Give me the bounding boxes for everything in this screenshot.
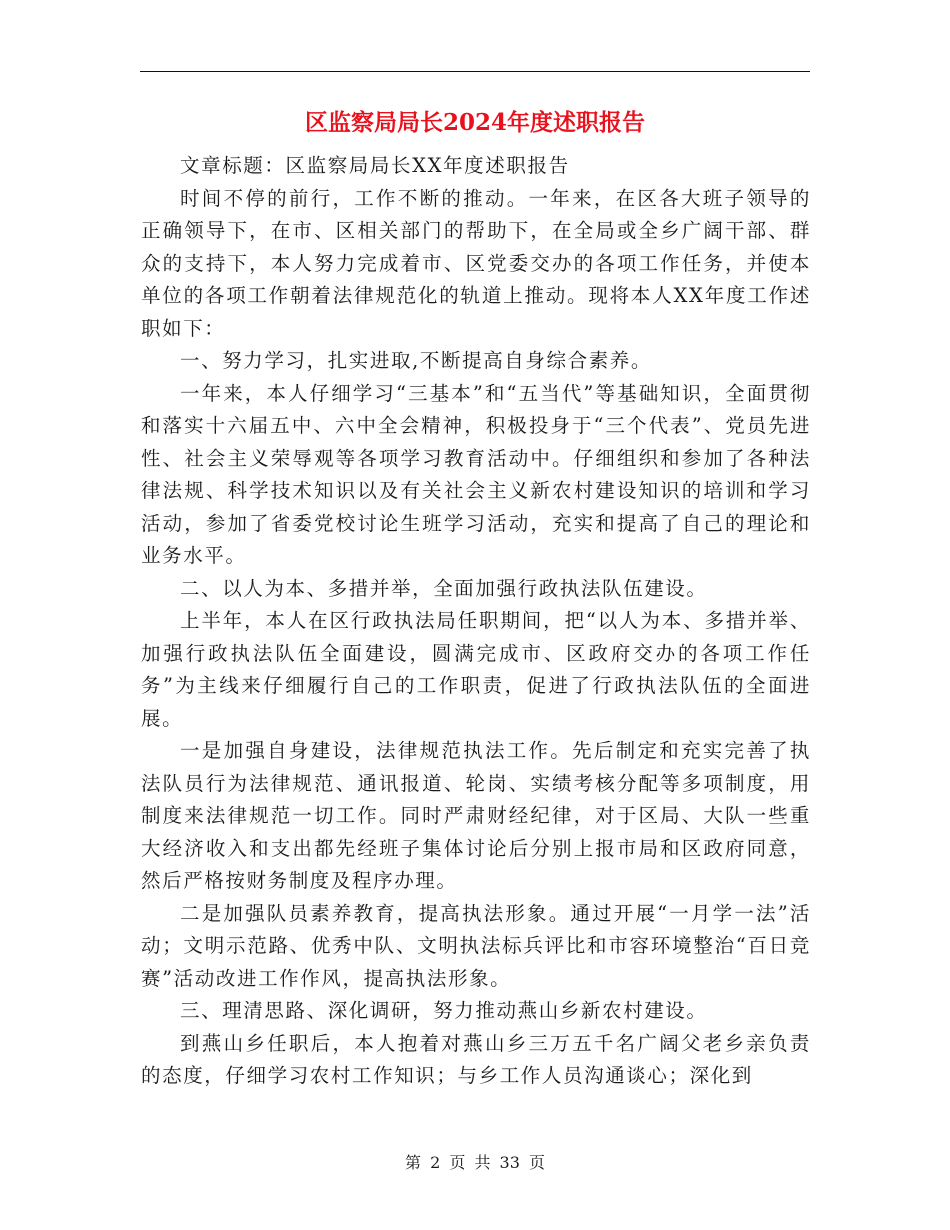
section-heading-1: 一、努力学习，扎实进取,不断提高自身综合素养。 <box>180 349 652 372</box>
article-title-line: 文章标题：区监察局局长XX年度述职报告 <box>180 154 570 177</box>
document-body <box>141 150 811 1093</box>
section-2-point-2: 二是加强队员素养教育，提高执法形象。通过开展“一月学一法”活动；文明示范路、优秀中队、文明执法标兵评比和市容环境整治“百日竞赛”活动改进工作作风，提高执法形象。 <box>141 901 811 990</box>
document-title: 区监察局局长2024年度述职报告 <box>304 109 645 136</box>
section-heading-3: 三、理清思路、深化调研，努力推动燕山乡新农村建设。 <box>180 999 708 1022</box>
section-2-paragraph: 上半年，本人在区行政执法局任职期间，把“以人为本、多措并举、加强行政执法队伍全面建设，圆满完成市、区政府交办的各项工作任务”为主线来仔细履行自己的工作职责，促进了行政执法队伍的全面进展。 <box>141 609 811 730</box>
section-1-paragraph: 一年来，本人仔细学习“三基本”和“五当代”等基础知识，全面贯彻和落实十六届五中、六中全会精神，积极投身于“三个代表”、党员先进性、社会主义荣辱观等各项学习教育活动中。仔细组织和参加了各种法律法规、科学技术知识以及有关社会主义新农村建设知识的培训和学习活动，参加了省委党校讨论生班学习活动，充实和提高了自己的理论和业务水平。 <box>141 381 811 567</box>
header-rule <box>140 71 810 72</box>
intro-paragraph: 时间不停的前行，工作不断的推动。一年来，在区各大班子领导的正确领导下，在市、区相关部门的帮助下，在全局或全乡广阔干部、群众的支持下，本人努力完成着市、区党委交办的各项工作任务，并使本单位的各项工作朝着法律规范化的轨道上推动。现将本人XX年度工作述职如下： <box>141 186 811 340</box>
section-heading-2: 二、以人为本、多措并举，全面加强行政执法队伍建设。 <box>180 576 708 600</box>
section-2-point-1: 一是加强自身建设，法律规范执法工作。先后制定和充实完善了执法队员行为法律规范、通讯报道、轮岗、实绩考核分配等多项制度，用制度来法律规范一切工作。同时严肃财经纪律，对于区局、大队一些重大经济收入和支出都先经班子集体讨论后分别上报市局和区政府同意，然后严格按财务制度及程序办理。 <box>141 739 811 892</box>
page-number-footer: 第 2 页 共 33 页 <box>405 1153 545 1172</box>
section-3-paragraph: 到燕山乡任职后，本人抱着对燕山乡三万五千名广阔父老乡亲负责的态度，仔细学习农村工作知识；与乡工作人员沟通谈心；深化到 <box>141 1031 811 1087</box>
